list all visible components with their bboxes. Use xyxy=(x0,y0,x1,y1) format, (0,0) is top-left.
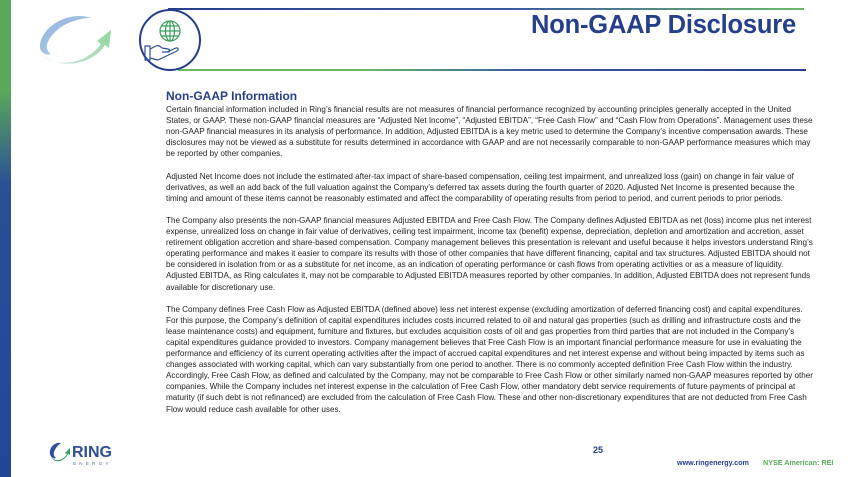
disclosure-content xyxy=(166,89,816,426)
website-link[interactable]: www.ringenergy.com xyxy=(677,458,749,467)
globe-in-hand-icon xyxy=(141,11,199,69)
ring-logo-mark-icon xyxy=(50,443,70,461)
header-icon-badge xyxy=(139,9,201,71)
paragraph-adjusted-net-income: Adjusted Net Income does not include the estimated after-tax impact of share-based compensation, ceiling test impairment, and unrealized loss (gain) on change in fair value of derivatives, as well an add back of the full valuation against the Company’s deferred tax assets during the fourth quarter of 2020. Adjusted Net Income is presented because the timing and amount of these items cannot be reasonably estimated and affect the comparability of operating results from period to period, and current periods to prior periods. xyxy=(166,171,795,203)
page-number: 25 xyxy=(593,445,604,455)
stock-ticker: NYSE American: REI xyxy=(763,458,834,467)
side-accent-bar xyxy=(0,0,11,477)
page-title: Non-GAAP Disclosure xyxy=(531,11,796,39)
logo-subtext: ENERGY xyxy=(73,461,112,466)
paragraph-intro: Certain financial information included in Ring’s financial results are not measures of financial performance recognized by accounting principles generally accepted in the United States, or GAAP. These non-GAAP financial measures are “Adjusted Net Income”, “Adjusted EBITDA”, “Free Cash Flow” and “Cash Flow from Operations”. Management uses these non-GAAP financial measures in its analysis of performance. In addition, Adjusted EBITDA is a key metric used to determine the Company’s incentive compensation awards. These disclosures may not be viewed as a substitute for results determined in accordance with GAAP and are not necessarily comparable to non-GAAP performance measures which may be reported by other companies. xyxy=(166,105,813,159)
ring-energy-logo xyxy=(48,439,128,467)
header-rule-top xyxy=(168,8,804,10)
logo-wordmark: RING xyxy=(72,444,112,461)
paragraph-free-cash-flow: The Company defines Free Cash Flow as Adjusted EBITDA (defined above) less net interest expense (excluding amortization of deferred financing cost) and capital expenditures. For this purpose, the Company’s definition of capital expenditures includes costs incurred related to oil and natural gas properties (such as drilling and infrastructure costs and the lease maintenance costs) and equipment, furniture and fixtures, but excludes acquisition costs of oil and gas properties from third parties that are not included in the Company’s capital expenditures guidance provided to investors. Company management believes that Free Cash Flow is an important financial performance measure for use in evaluating the performance and efficiency of its current operating activities after the impact of accrued capital expenditures and net interest expense and without being impacted by items such as changes associated with working capital, which can vary substantially from one period to another. There is no commonly accepted definition Free Cash Flow within the industry. Accordingly, Free Cash Flow, as defined and calculated by the Company, may not be comparable to Free Cash Flow or other similarly named non-GAAP measures reported by other companies. While the Company includes net interest expense in the calculation of Free Cash Flow, other mandatory debt service requirements of future payments of principal at maturity (if such debt is not refinanced) are excluded from the calculation of Free Cash Flow. These and other non-discretionary expenditures that are not deducted from Free Cash Flow would reduce cash available for other uses. xyxy=(166,304,813,414)
header-rule-bottom xyxy=(178,69,806,71)
circular-arrow-swoosh-icon xyxy=(35,10,115,68)
section-heading: Non-GAAP Information xyxy=(166,89,298,103)
paragraph-adjusted-ebitda: The Company also presents the non-GAAP financial measures Adjusted EBITDA and Free Cash Flow. The Company defines Adjusted EBITDA as net (loss) income plus net interest expense, unrealized loss on change in fair value of derivatives, ceiling test impairment, income tax (benefit) expense, depreciation, depletion and amortization and accretion, asset retirement obligation accretion and share-based compensation. Company management believes this presentation is relevant and useful because it helps investors understand Ring’s operating performance and makes it easier to compare its results with those of other companies that have different financing, capital and tax structures. Adjusted EBITDA should not be considered in isolation from or as a substitute for net income, as an indication of operating performance or cash flows from operating activities or as a measure of liquidity. Adjusted EBITDA, as Ring calculates it, may not be comparable to Adjusted EBITDA measures reported by other companies. In addition, Adjusted EBITDA does not represent funds available for discretionary use. xyxy=(166,215,813,292)
